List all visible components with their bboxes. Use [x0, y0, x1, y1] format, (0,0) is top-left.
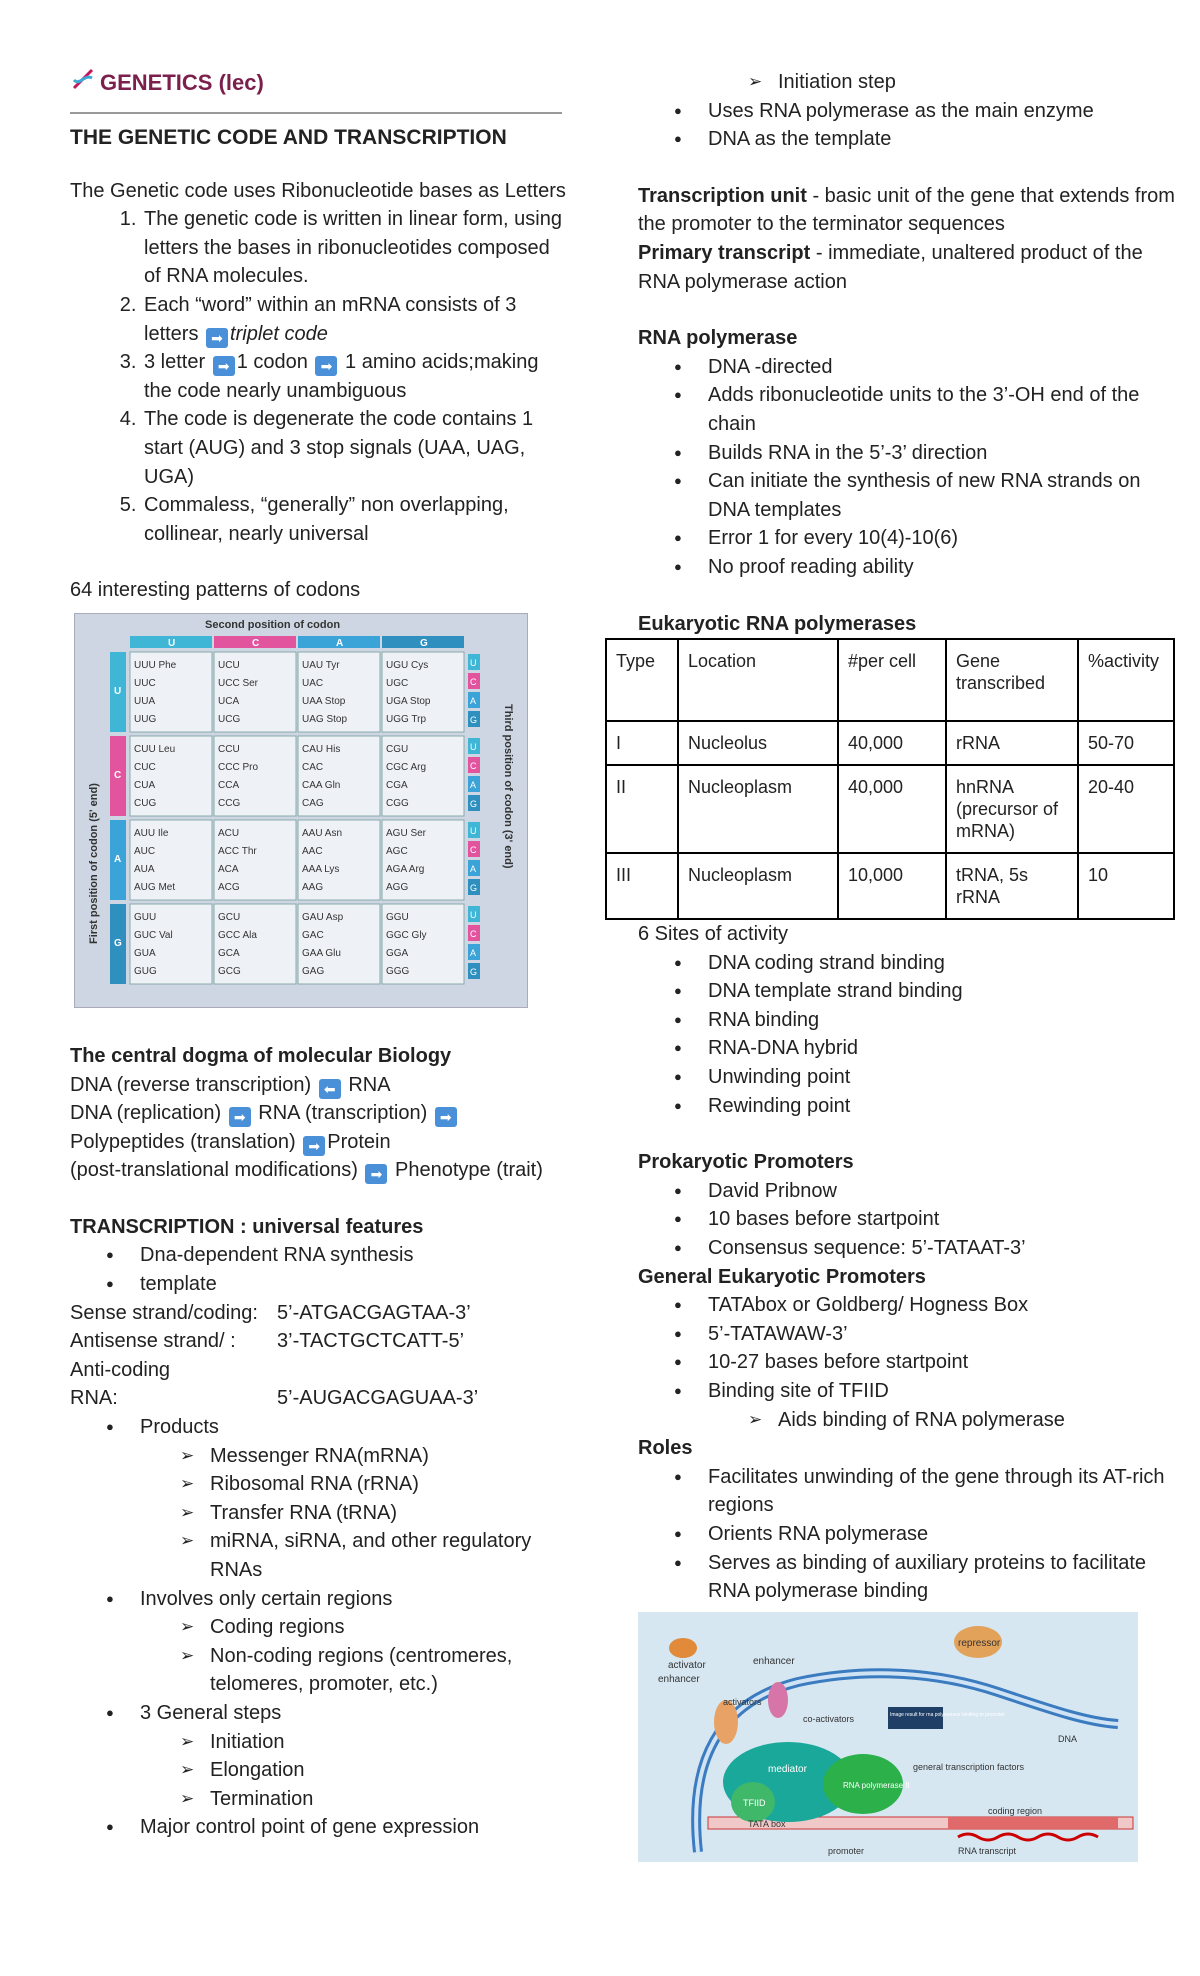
list-item: ● DNA as the template: [708, 125, 1178, 154]
list-item: ➢ Initiation step: [778, 68, 1178, 97]
label-dna: DNA: [1058, 1733, 1078, 1744]
table-header: %activity: [1078, 639, 1174, 721]
codon-right-label: Third position of codon (3' end): [502, 703, 514, 869]
table-row: [606, 721, 1174, 765]
label-mediator: mediator: [768, 1763, 807, 1775]
codon-col-base: G: [420, 637, 428, 649]
list-item: ● DNA template strand binding: [708, 977, 1178, 1006]
codon-third-base: A: [470, 779, 477, 790]
codon-text: UUG: [134, 713, 157, 725]
list-item: ● Rewinding point: [708, 1092, 1178, 1121]
codon-text: AUA: [134, 863, 155, 875]
list-item: ➢ Ribosomal RNA (rRNA): [210, 1470, 570, 1499]
codon-text: UUA: [134, 695, 156, 707]
rnap-table: [605, 638, 1175, 920]
list-item: 2. Each “word” within an mRNA consists of 3 letters ➡ triplet code: [142, 291, 570, 348]
label-image-note: Image result for rna polymerase binding to promoter: [890, 1711, 1006, 1718]
codon-text: UGA Stop: [386, 695, 431, 707]
codon-row-base: C: [114, 769, 122, 781]
list-item: 3. 3 letter ➡ 1 codon ➡ 1 amino acids;making the code nearly unambiguous: [142, 348, 570, 405]
codon-text: UAU Tyr: [302, 659, 340, 671]
codon-text: AAG: [302, 881, 324, 893]
table-cell: 50-70: [1078, 721, 1174, 765]
rna-row: RNA: 5’-AUGACGAGUAA-3’: [70, 1387, 479, 1410]
definition-pt: Primary transcript - immediate, unaltered product of the RNA polymerase action: [638, 241, 1143, 293]
codon-text: UCG: [218, 713, 241, 725]
codon-text: GAC: [302, 929, 324, 941]
label-activator: activator: [668, 1659, 706, 1671]
label-transcript: RNA transcript: [958, 1845, 1017, 1856]
codon-third-base: G: [470, 882, 478, 893]
codon-text: GGA: [386, 947, 409, 959]
codon-text: CCC Pro: [218, 761, 259, 773]
codon-third-base: G: [470, 798, 478, 809]
dogma-title: The central dogma of molecular Biology: [70, 1044, 452, 1067]
codon-text: GUU: [134, 911, 157, 923]
codon-text: CAA Gln: [302, 779, 341, 791]
list-item: ● Orients RNA polymerase: [708, 1520, 1178, 1549]
list-item: ● 10-27 bases before startpoint: [708, 1348, 1178, 1377]
list-item: ● Major control point of gene expression: [140, 1813, 570, 1842]
codon-text: GGU: [386, 911, 409, 923]
table-cell: Nucleoplasm: [678, 765, 838, 853]
label-enhancer: enhancer: [753, 1655, 795, 1667]
list-item: ● No proof reading ability: [708, 553, 1178, 582]
label-promoter: promoter: [828, 1845, 865, 1856]
list-item: ➢ Coding regions: [210, 1613, 570, 1642]
table-cell: 20-40: [1078, 765, 1174, 853]
region-sublist: [140, 1613, 570, 1699]
label-enhancer-2: enhancer: [658, 1673, 700, 1685]
codon-third-base: G: [470, 966, 478, 977]
codon-text: CCG: [218, 797, 241, 809]
steps-sublist: [140, 1728, 570, 1814]
list-item: ● Builds RNA in the 5’-3’ direction: [708, 439, 1178, 468]
euk-title: Eukaryotic RNA polymerases: [638, 612, 917, 635]
codon-text: GUG: [134, 965, 157, 977]
list-item: ● Uses RNA polymerase as the main enzyme: [708, 97, 1178, 126]
products-list: [70, 1413, 570, 1842]
codon-third-base: U: [470, 657, 477, 668]
list-item: ● template: [140, 1270, 570, 1299]
sites-list: [638, 949, 1178, 1121]
list-item: ● Dna-dependent RNA synthesis: [140, 1241, 570, 1270]
product-sublist: [140, 1442, 570, 1585]
dogma-line: DNA (replication) ➡ RNA (transcription) ➡: [70, 1099, 570, 1128]
codon-text: GGG: [386, 965, 410, 977]
code-list: [70, 205, 570, 548]
table-cell: Nucleoplasm: [678, 853, 838, 919]
list-item: ● Error 1 for every 10(4)-10(6): [708, 524, 1178, 553]
intro-text: The Genetic code uses Ribonucleotide bases as Letters: [70, 179, 566, 202]
codon-row-base: A: [114, 853, 122, 865]
codon-text: AGU Ser: [386, 827, 427, 839]
codon-text: AGG: [386, 881, 409, 893]
list-item: ➢ Transfer RNA (tRNA): [210, 1499, 570, 1528]
section-heading: THE GENETIC CODE AND TRANSCRIPTION: [70, 126, 507, 149]
codon-text: UUC: [134, 677, 156, 689]
codon-text: UAA Stop: [302, 695, 346, 707]
codon-text: CGC Arg: [386, 761, 427, 773]
gen-list: [638, 1291, 1178, 1434]
list-item: ➢ Non-coding regions (centromeres, telomeres, promoter, etc.): [210, 1642, 570, 1699]
list-item: ● DNA -directed: [708, 353, 1178, 382]
codon-text: GUC Val: [134, 929, 173, 941]
codon-text: ACC Thr: [218, 845, 257, 857]
left-column: [70, 68, 570, 1842]
table-cell: rRNA: [946, 721, 1078, 765]
label-tfiid: TFIID: [743, 1797, 766, 1808]
codon-row-base: G: [114, 937, 122, 949]
left-arrow-icon: ⬅: [319, 1079, 341, 1099]
table-cell: 40,000: [838, 765, 946, 853]
label-tata: TATA box: [748, 1818, 786, 1829]
codon-text: AAU Asn: [302, 827, 343, 839]
list-item: 4. The code is degenerate the code contains 1 start (AUG) and 3 stop signals (UAA, UAG, UGA): [142, 405, 570, 491]
codon-text: CUA: [134, 779, 156, 791]
list-item: ➢ Initiation: [210, 1728, 570, 1757]
codon-text: UCC Ser: [218, 677, 259, 689]
codon-third-base: C: [470, 760, 477, 771]
codon-text: GAU Asp: [302, 911, 344, 923]
table-cell: Nucleolus: [678, 721, 838, 765]
codon-third-base: U: [470, 741, 477, 752]
right-arrow-icon: ➡: [303, 1136, 325, 1156]
codon-text: ACU: [218, 827, 240, 839]
dogma-line: (post-translational modifications) ➡ Phenotype (trait): [70, 1159, 543, 1183]
list-item: ● Serves as binding of auxiliary proteins to facilitate RNA polymerase binding: [708, 1549, 1178, 1606]
codon-text: ACG: [218, 881, 240, 893]
codon-text: CCA: [218, 779, 240, 791]
rnap-title: RNA polymerase: [638, 327, 798, 350]
codon-top-label: Second position of codon: [205, 618, 341, 631]
codon-text: GCU: [218, 911, 241, 923]
list-item: ➢ Messenger RNA(mRNA): [210, 1442, 570, 1471]
label-activators: activators: [723, 1696, 762, 1707]
antisense-row: Antisense strand/ : Anti-coding 3’-TACTGCTCATT-5’: [70, 1330, 465, 1381]
codon-text: AUU Ile: [134, 827, 169, 839]
codon-third-base: A: [470, 947, 477, 958]
label-coactivators: co-activators: [803, 1713, 855, 1724]
codon-row-base: U: [114, 685, 122, 697]
codon-text: UGG Trp: [386, 713, 427, 725]
codon-text: CCU: [218, 743, 240, 755]
table-cell: 10,000: [838, 853, 946, 919]
codon-text: CAU His: [302, 743, 341, 755]
doc-title: [70, 68, 570, 98]
list-item: ● Can initiate the synthesis of new RNA strands on DNA templates: [708, 467, 1178, 524]
init-sublist: [638, 68, 1178, 97]
list-item: ➢ Aids binding of RNA polymerase: [778, 1406, 1178, 1435]
codon-third-base: A: [470, 863, 477, 874]
right-arrow-icon: ➡: [213, 356, 235, 376]
sites-title: 6 Sites of activity: [638, 923, 789, 946]
codon-text: AUG Met: [134, 881, 176, 893]
right-arrow-icon: ➡: [315, 356, 337, 376]
codon-col-base: A: [336, 637, 344, 649]
sense-row: Sense strand/coding: 5’-ATGACGAGTAA-3’: [70, 1301, 471, 1324]
codon-text: UCU: [218, 659, 240, 671]
codon-text: CUG: [134, 797, 157, 809]
codon-third-base: C: [470, 844, 477, 855]
table-header: Gene transcribed: [946, 639, 1078, 721]
list-item: ● Consensus sequence: 5’-TATAAT-3’: [708, 1234, 1178, 1263]
right-arrow-icon: ➡: [229, 1107, 251, 1127]
roles-title: Roles: [638, 1437, 693, 1460]
patterns-label: 64 interesting patterns of codons: [70, 579, 361, 602]
right-arrow-icon: ➡: [365, 1164, 387, 1184]
table-cell: III: [606, 853, 678, 919]
codon-text: CUU Leu: [134, 743, 176, 755]
codon-text: GCA: [218, 947, 240, 959]
codon-text: AGA Arg: [386, 863, 425, 875]
transcription-diagram: [638, 1612, 1138, 1862]
codon-text: AUC: [134, 845, 156, 857]
gen-sublist: [708, 1406, 1178, 1435]
table-cell: I: [606, 721, 678, 765]
table-header: Location: [678, 639, 838, 721]
codon-text: GGC Gly: [386, 929, 427, 941]
list-item: 1. The genetic code is written in linear form, using letters the bases in ribonucleotides composed of RNA molecules.: [142, 205, 570, 291]
list-item: ● RNA binding: [708, 1006, 1178, 1035]
label-rnap: RNA polymerase II: [843, 1780, 910, 1790]
dogma-line: DNA (reverse transcription) ⬅ RNA: [70, 1073, 391, 1097]
label-repressor: repressor: [958, 1637, 1001, 1649]
codon-col-base: C: [252, 637, 260, 649]
list-item: ● 3 General steps ➢ Initiation ➢ Elongation ➢ Termination: [140, 1699, 570, 1813]
dogma-line: Polypeptides (translation) ➡ Protein: [70, 1130, 391, 1154]
list-item: ● TATAbox or Goldberg/ Hogness Box: [708, 1291, 1178, 1320]
prok-list: [638, 1177, 1178, 1263]
codon-text: CGA: [386, 779, 408, 791]
codon-text: UGU Cys: [386, 659, 429, 671]
prok-title: Prokaryotic Promoters: [638, 1151, 854, 1174]
label-coding: coding region: [988, 1805, 1043, 1816]
list-item: ● Products ➢ Messenger RNA(mRNA) ➢ Ribosomal RNA (rRNA) ➢ Transfer RNA (tRNA) ➢ miRNA, siRNA, and other regulatory RNAs: [140, 1413, 570, 1585]
table-header-row: [606, 639, 1174, 721]
table-cell: II: [606, 765, 678, 853]
codon-text: AGC: [386, 845, 408, 857]
divider: [70, 112, 562, 114]
dna-icon: [70, 66, 96, 100]
codon-col-base: U: [168, 637, 176, 649]
codon-third-base: U: [470, 825, 477, 836]
codon-text: CAG: [302, 797, 324, 809]
codon-text: GAA Glu: [302, 947, 341, 959]
codon-third-base: U: [470, 909, 477, 920]
right-column: [616, 68, 1178, 1862]
roles-list: [638, 1463, 1178, 1606]
codon-third-base: C: [470, 928, 477, 939]
right-arrow-icon: ➡: [206, 328, 228, 348]
codon-third-base: C: [470, 676, 477, 687]
codon-text: UAG Stop: [302, 713, 348, 725]
codon-text: CGU: [386, 743, 409, 755]
codon-text: CGG: [386, 797, 409, 809]
top-list: [638, 97, 1178, 154]
list-item: ● Involves only certain regions ➢ Coding regions ➢ Non-coding regions (centromeres, telomeres, promoter, etc.): [140, 1585, 570, 1699]
definition-tu: Transcription unit - basic unit of the gene that extends from the promoter to the terminator sequences: [638, 184, 1175, 236]
table-cell: 10: [1078, 853, 1174, 919]
list-item: ● David Pribnow: [708, 1177, 1178, 1206]
codon-text: GCC Ala: [218, 929, 257, 941]
list-item: ● DNA coding strand binding: [708, 949, 1178, 978]
transcription-list: [70, 1241, 570, 1298]
codon-text: UGC: [386, 677, 409, 689]
table-row: [606, 853, 1174, 919]
codon-text: AAA Lys: [302, 863, 340, 875]
table-header: #per cell: [838, 639, 946, 721]
codon-text: GUA: [134, 947, 156, 959]
rnap-list: [638, 353, 1178, 582]
codon-text: UAC: [302, 677, 324, 689]
transcription-title: TRANSCRIPTION : universal features: [70, 1215, 424, 1238]
table-cell: 40,000: [838, 721, 946, 765]
codon-left-label: First position of codon (5' end): [88, 783, 100, 944]
list-item: ● Facilitates unwinding of the gene through its AT-rich regions: [708, 1463, 1178, 1520]
codon-text: CAC: [302, 761, 324, 773]
title-text: GENETICS (lec): [100, 69, 264, 95]
list-item: ● Adds ribonucleotide units to the 3’-OH end of the chain: [708, 381, 1178, 438]
table-cell: hnRNA (precursor of mRNA): [946, 765, 1078, 853]
label-gtf: general transcription factors: [913, 1761, 1025, 1772]
codon-text: CUC: [134, 761, 156, 773]
codon-text: UCA: [218, 695, 240, 707]
list-item: ➢ Elongation: [210, 1756, 570, 1785]
list-item: ➢ miRNA, siRNA, and other regulatory RNAs: [210, 1527, 570, 1584]
codon-text: AAC: [302, 845, 323, 857]
codon-table-image: [74, 613, 528, 1008]
table-cell: tRNA, 5s rRNA: [946, 853, 1078, 919]
codon-text: UUU Phe: [134, 659, 177, 671]
codon-text: ACA: [218, 863, 239, 875]
list-item: ● Binding site of TFIID ➢ Aids binding of RNA polymerase: [708, 1377, 1178, 1434]
right-arrow-icon: ➡: [435, 1107, 457, 1127]
table-header: Type: [606, 639, 678, 721]
list-item: ● Unwinding point: [708, 1063, 1178, 1092]
list-item: 5. Commaless, “generally” non overlapping, collinear, nearly universal: [142, 491, 570, 548]
codon-text: GAG: [302, 965, 325, 977]
codon-third-base: A: [470, 695, 477, 706]
codon-text: GCG: [218, 965, 241, 977]
gen-title: General Eukaryotic Promoters: [638, 1265, 926, 1288]
list-item: ● 5’-TATAWAW-3’: [708, 1320, 1178, 1349]
codon-third-base: G: [470, 714, 478, 725]
list-item: ● 10 bases before startpoint: [708, 1205, 1178, 1234]
list-item: ● RNA-DNA hybrid: [708, 1034, 1178, 1063]
list-item: ➢ Termination: [210, 1785, 570, 1814]
table-row: [606, 765, 1174, 853]
